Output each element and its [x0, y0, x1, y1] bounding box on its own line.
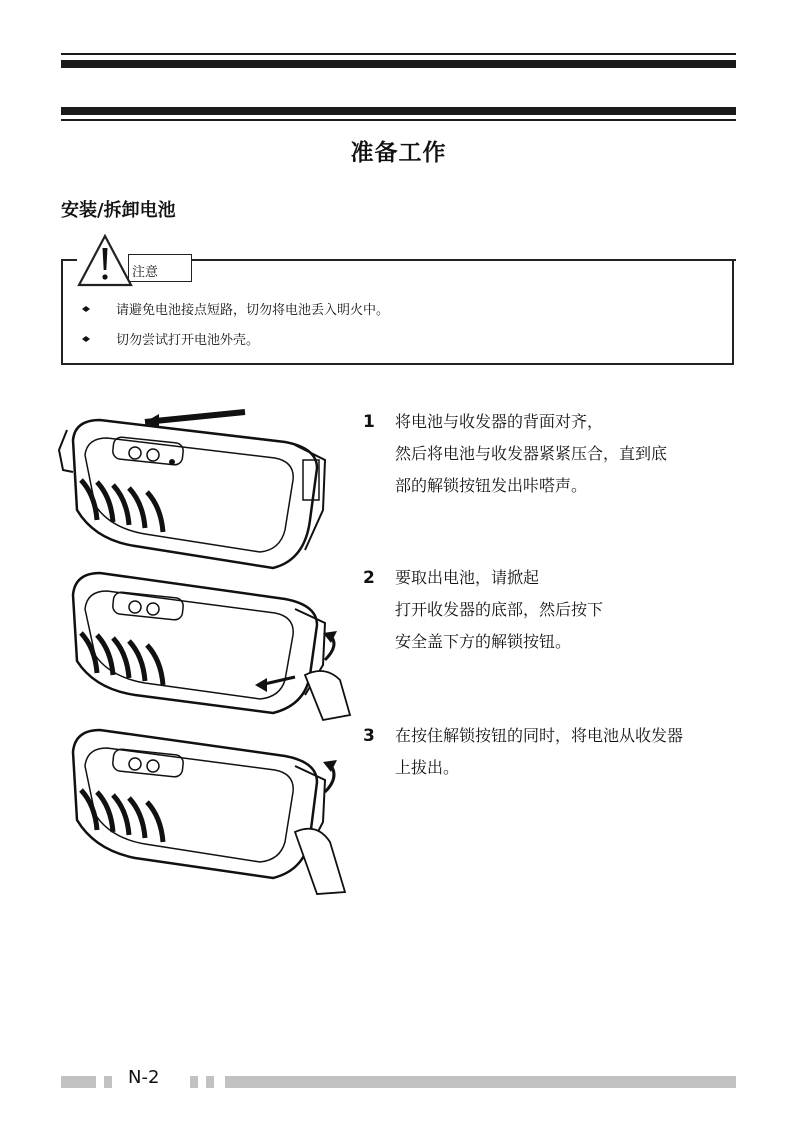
header-rule-top-thick — [61, 60, 736, 68]
footer-bar-segment — [225, 1076, 736, 1088]
footer-bar-segment — [190, 1076, 198, 1088]
step-line: 上拔出。 — [395, 758, 460, 777]
step-line: 在按住解锁按钮的同时，将电池从收发器 — [395, 726, 684, 745]
step-line: 然后将电池与收发器紧紧压合，直到底 — [395, 444, 668, 463]
header-rule-top-thin — [61, 53, 736, 55]
header-rule-bottom-thin — [61, 119, 736, 121]
header-rule-bottom-thick — [61, 107, 736, 115]
caution-border-top-left — [61, 259, 77, 261]
caution-border-top-right — [192, 259, 736, 261]
step-number: 2 — [363, 568, 375, 588]
step-number: 1 — [363, 412, 375, 432]
step-line: 要取出电池，请掀起 — [395, 568, 540, 587]
page-number: N-2 — [128, 1067, 160, 1088]
caution-item-text: 请避免电池接点短路，切勿将电池丢入明火中。 — [116, 303, 390, 318]
footer-bar-segment — [61, 1076, 96, 1088]
warning-triangle-icon — [77, 234, 133, 288]
caution-item — [82, 329, 259, 348]
radio-battery-illustration — [55, 400, 345, 575]
diamond-bullet-icon — [82, 305, 90, 313]
caution-item — [82, 299, 389, 318]
step-line: 将电池与收发器的背面对齐， — [395, 412, 604, 431]
footer-bar-segment — [104, 1076, 112, 1088]
step-number: 3 — [363, 726, 375, 746]
footer-bar-segment — [206, 1076, 214, 1088]
step-line: 安全盖下方的解锁按钮。 — [395, 632, 572, 651]
radio-battery-illustration — [55, 722, 355, 897]
caution-item-text: 切勿尝试打开电池外壳。 — [116, 333, 260, 348]
radio-battery-illustration — [55, 565, 355, 725]
step-text — [395, 562, 725, 658]
page-title: 准备工作 — [350, 140, 447, 166]
step-text — [395, 406, 725, 502]
step-line: 部的解锁按钮发出咔嗒声。 — [395, 476, 588, 495]
diamond-bullet-icon — [82, 335, 90, 343]
caution-label: 注意 — [132, 265, 159, 280]
step-text — [395, 720, 725, 784]
section-heading: 安装/拆卸电池 — [61, 200, 176, 221]
step-line: 打开收发器的底部，然后按下 — [395, 600, 604, 619]
